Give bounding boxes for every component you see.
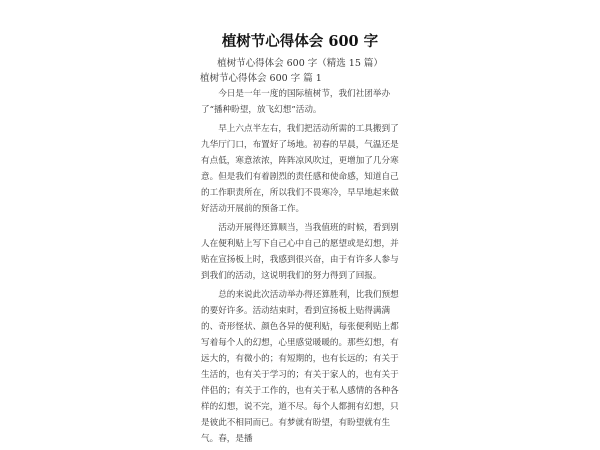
paragraph: 活动开展得还算顺当，当我值班的时候，看到别人在便利贴上写下自己心中自己的愿望或是幻想，并贴在宣扬板上时，我感到很兴奋，由于有许多人参与到我们的活动，这说明我们的努力得到了回报。 <box>201 223 399 281</box>
document-title: 植树节心得体会 600 字 <box>221 33 379 50</box>
body-text <box>201 86 406 450</box>
paragraph: 早上六点半左右，我们把活动所需的工具搬到了九华厅门口，布置好了场地。初春的早晨，气温还是有点低，寒意浓浓，阵阵凉风吹过，更增加了几分寒意。但是我们有着剧烈的责任感和使命感，知道自己的工作职责所在，所以我们不畏寒冷，早早地起来做好活动开展前的预备工作。 <box>201 124 399 214</box>
paragraph: 总的来说此次活动举办得还算胜利，比我们预想的要好许多。活动结束时，看到宣扬板上贴得满满的、奇形怪状、颜色各异的便利贴，每张便利贴上都写着每个人的幻想，心里感觉暖暖的。那些幻想，有远大的，有微小的；有短期的，也有长远的；有关于生活的，也有关于学习的；有关于家人的，也有关于伴侣的；有关于工作的，也有关于私人感情的各种各样的幻想，说不完，道不尽。每个人都拥有幻想，只是彼此不相同而已。有梦就有盼望，有盼望就有生气。春，是播 <box>201 290 399 444</box>
document-subtitle: 植树节心得体会 600 字（精选 15 篇） <box>217 58 383 69</box>
section-heading: 植树节心得体会 600 字 篇 1 <box>200 73 322 84</box>
paragraph: 今日是一年一度的国际植树节，我们社团举办了“播种盼望，放飞幻想”活动。 <box>201 89 391 115</box>
